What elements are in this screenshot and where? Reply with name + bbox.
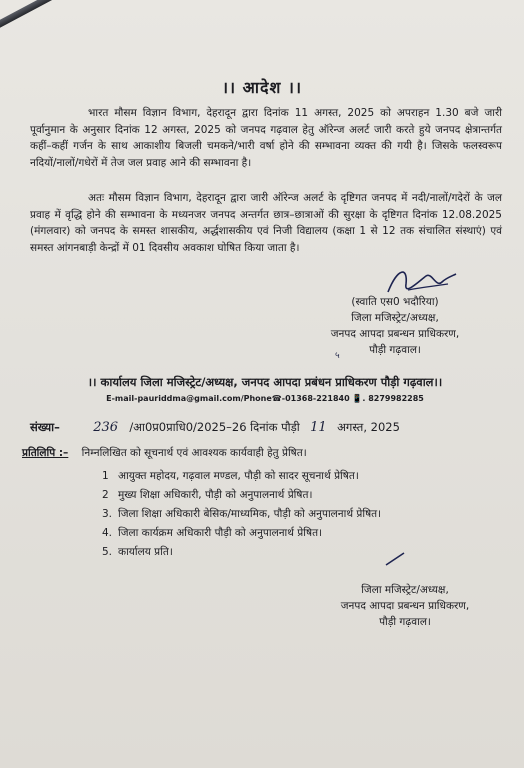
order-paragraph-1: भारत मौसम विज्ञान विभाग, देहरादून द्वारा दिनांक 11 अगस्त, 2025 को अपराहन 1.30 बजे जारी पूर्वानुमान के अनुसार दिनांक 12 अगस्त, 2025 को जनपद गढ़वाल हेतु ऑरेन्ज अलर्ट जारी करते हुये जनपद क्षेत्रान्तर्गत कहीं–कहीं गर्जन के साथ आकाशीय बिजली चमकने/भारी वर्षा होने की सम्भावना व्यक्त की गयी है। जिसके फलस्वरूप नदियों/नालों/गधेरों में तेज जल प्रवाह आने की सम्भावना है। [30, 107, 502, 169]
reference-number: 236 [93, 420, 119, 435]
reference-line [30, 420, 510, 435]
reference-text: /आ0प्र0प्राधि0/2025–26 दिनांक पौड़ी [129, 420, 300, 434]
copy-to-line [22, 446, 502, 460]
signatory-place: पौड़ी गढ़वाल। [369, 344, 421, 356]
reference-date: अगस्त, 2025 [337, 420, 400, 434]
contact-line: E-mail-pauriddma@gmail.com/Phone☎-01368-221840 📱. 8279982285 [106, 394, 424, 403]
pen-object [0, 0, 61, 34]
signatory-designation: जिला मजिस्ट्रेट/अध्यक्ष, [351, 312, 439, 324]
copy-to-list [102, 467, 502, 562]
list-item: 1 आयुक्त महोदय, गढ़वाल मण्डल, पौड़ी को सादर सूचनार्थ प्रेषित। [102, 470, 359, 482]
signatory-authority: जनपद आपदा प्रबन्धन प्राधिकरण, [340, 600, 470, 612]
order-paragraph-2: अतः मौसम विज्ञान विभाग, देहरादून द्वारा जारी ऑरेन्ज अलर्ट के दृष्टिगत जनपद में नदी/नालों/गदेरों के जल प्रवाह में वृद्धि होने की सम्भावना के मध्यनजर जनपद अन्तर्गत छात्र–छात्राओं की सुरक्षा के दृष्टिगत दिनांक 12.08.2025 (मंगलवार) को जनपद के समस्त शासकीय, अर्द्धशासकीय एवं निजी विद्यालय (कक्षा 1 से 12 तक संचालित संस्थाएं) एवं समस्त आंगनबाड़ी केन्द्रों में 01 दिवसीय अवकाश घोषित किया जाता है। [30, 192, 502, 254]
reference-label: संख्या– [30, 420, 60, 434]
signatory-block-2 [300, 582, 510, 630]
office-header: ।। कार्यालय जिला मजिस्ट्रेट/अध्यक्ष, जनपद आपदा प्रबंधन प्राधिकरण पौड़ी गढ़वाल।। [87, 375, 443, 389]
copy-to-label: प्रतिलिपि :– [22, 447, 69, 459]
list-item: 5. कार्यालय प्रति। [102, 546, 173, 558]
list-item: 2 मुख्य शिक्षा अधिकारी, पौड़ी को अनुपालनार्थ प्रेषित। [102, 489, 313, 501]
signatory-designation: जिला मजिस्ट्रेट/अध्यक्ष, [361, 584, 449, 596]
signatory-block-1 [290, 294, 500, 358]
handwritten-mark: ५ [335, 351, 340, 361]
signatory-place: पौड़ी गढ़वाल। [379, 616, 431, 628]
copy-to-intro: निम्नलिखित को सूचनार्थ एवं आवश्यक कार्यवाही हेतु प्रेषित। [81, 447, 307, 459]
list-item: 4. जिला कार्यक्रम अधिकारी पौड़ी को अनुपालनार्थ प्रेषित। [102, 527, 323, 539]
signatory-authority: जनपद आपदा प्रबन्धन प्राधिकरण, [330, 328, 460, 340]
signatory-name: (स्वाति एस0 भदौरिया) [351, 296, 439, 308]
list-item: 3. जिला शिक्षा अधिकारी बेसिक/माध्यमिक, पौड़ी को अनुपालनार्थ प्रेषित। [102, 508, 382, 520]
order-heading: ।। आदेश ।। [221, 78, 303, 97]
tick-mark [384, 551, 406, 567]
reference-day: 11 [310, 420, 327, 435]
